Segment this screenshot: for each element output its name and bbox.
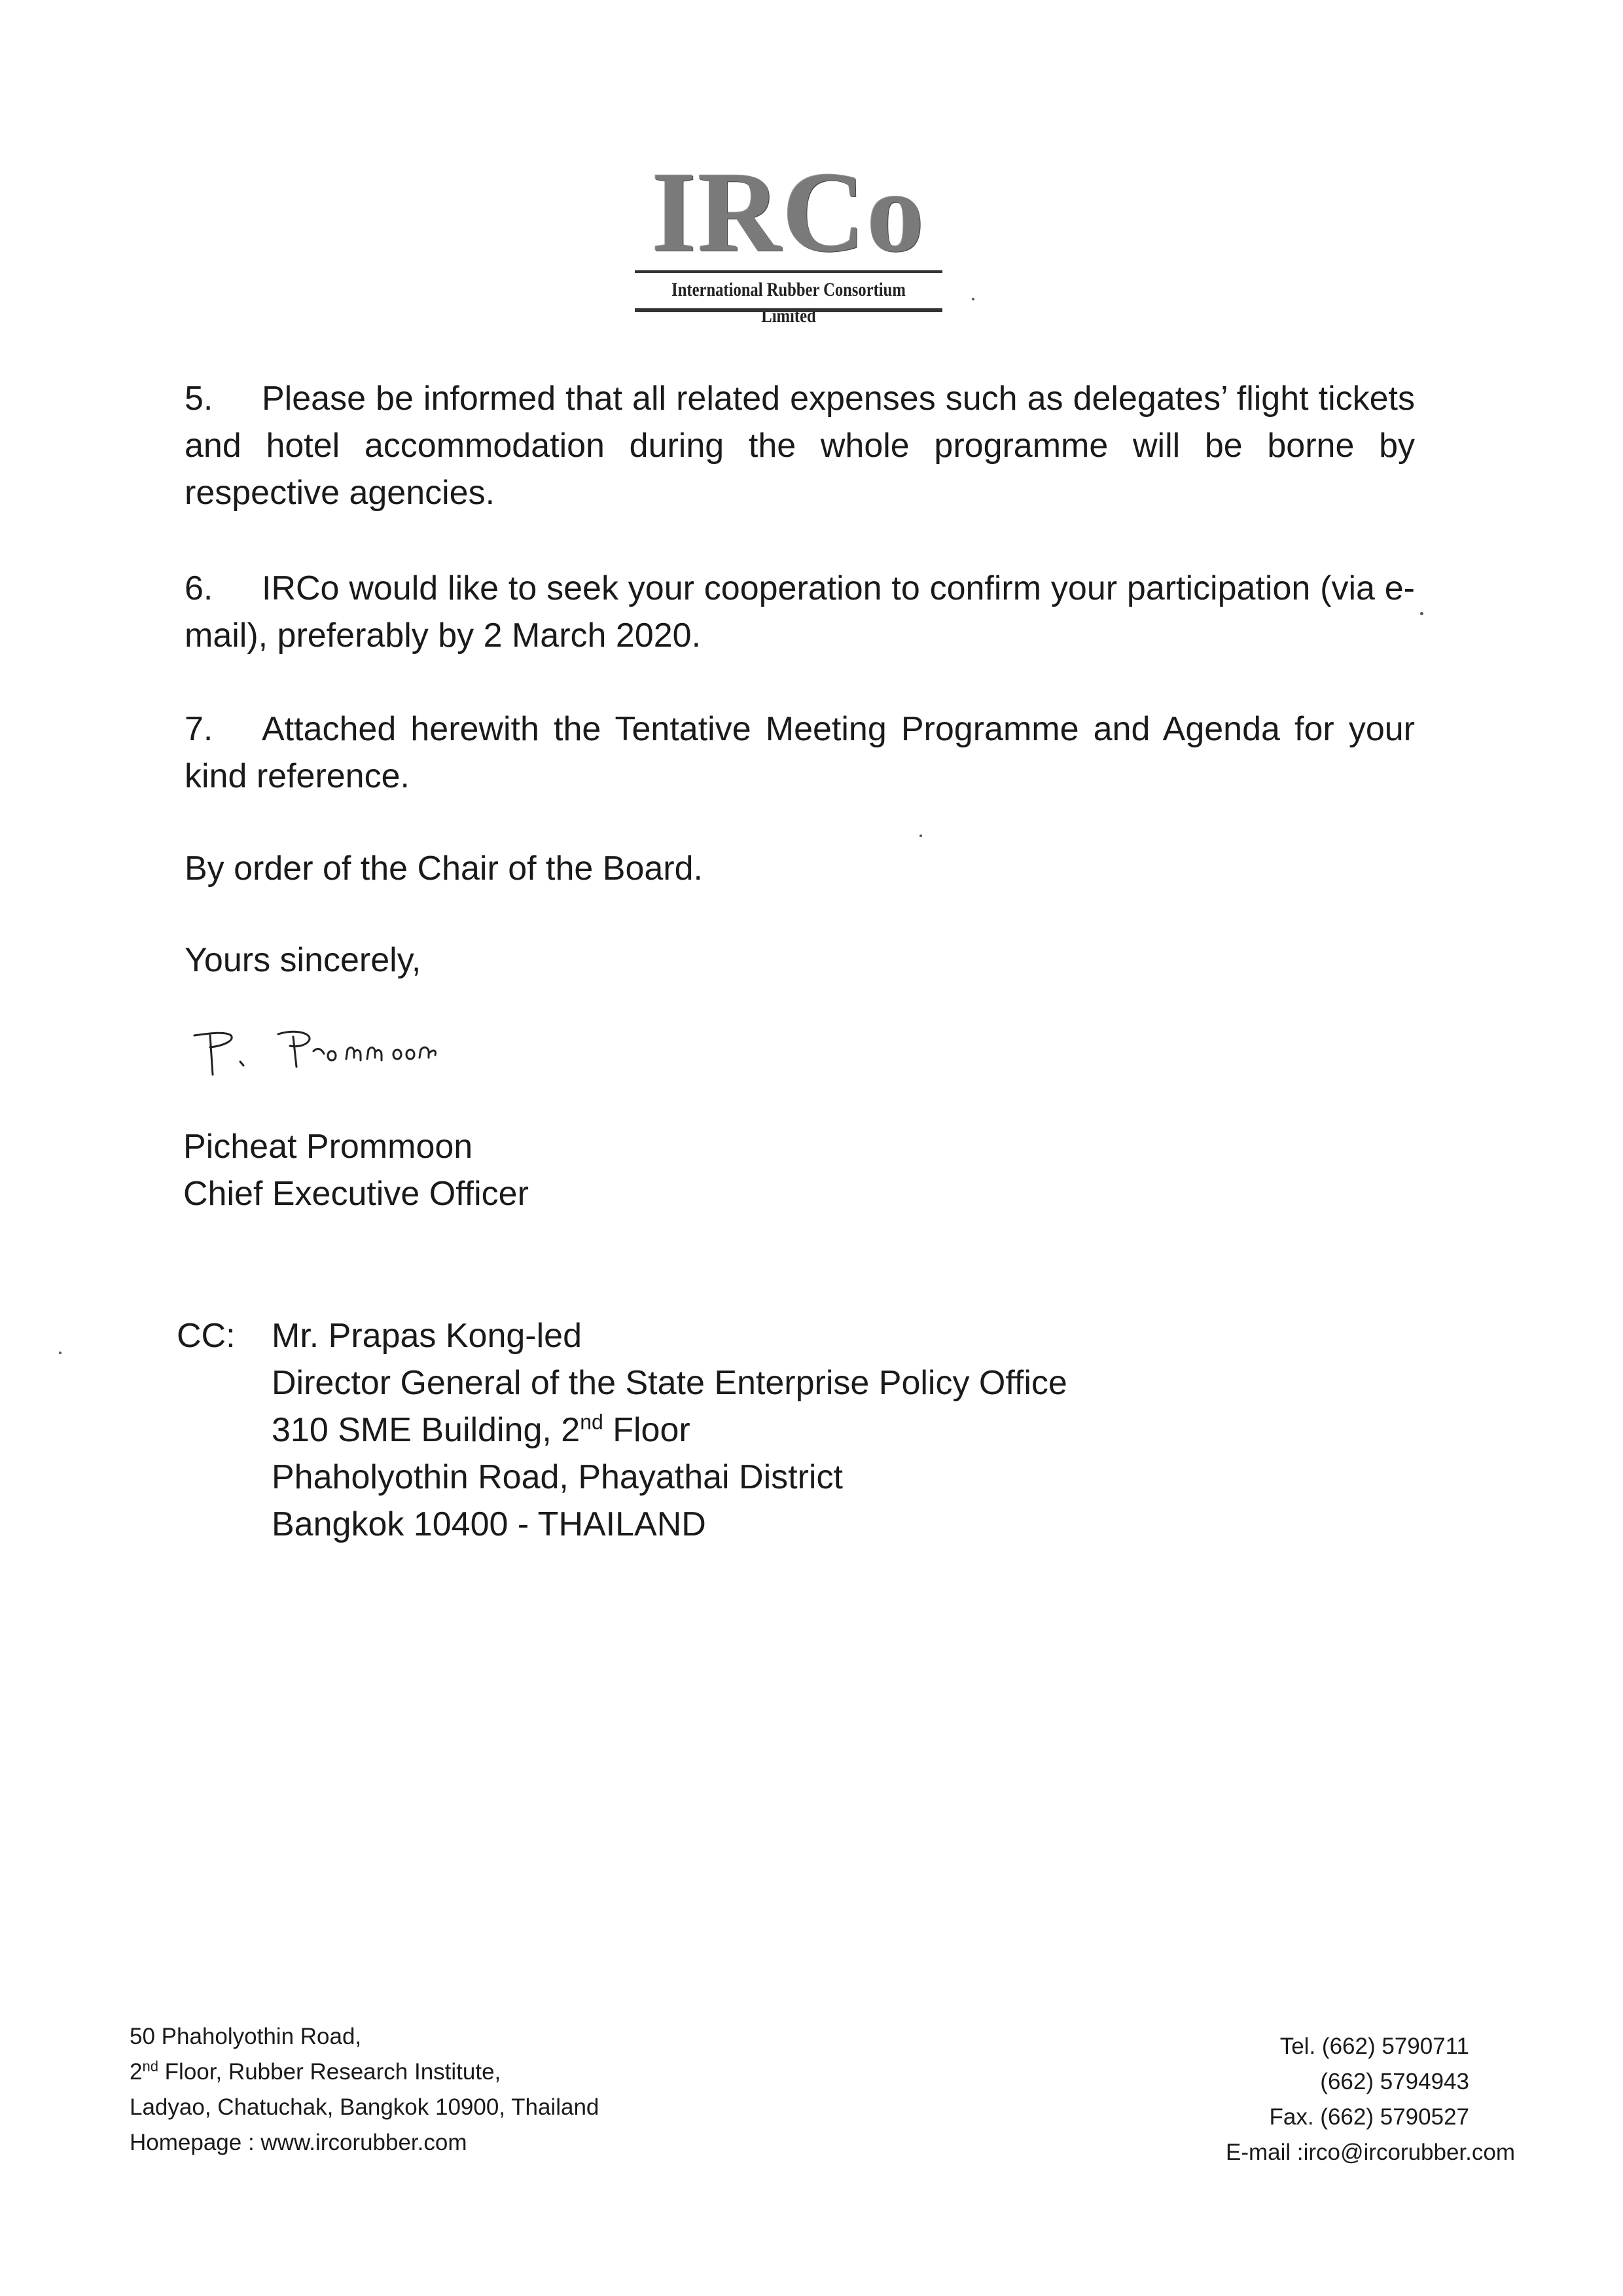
paragraph-5 (185, 375, 1415, 516)
cc-address-1-pre: 310 SME Building, 2 (272, 1411, 580, 1449)
footer-address (130, 2019, 599, 2161)
cc-address-1-post: Floor (603, 1411, 690, 1449)
signer-name: Picheat Prommoon (183, 1128, 473, 1166)
paragraph-text: IRCo would like to seek your cooperation to confirm your participation (via e-mail), preferably by 2 March 2020. (185, 569, 1415, 655)
cc-address-1-sup: nd (580, 1410, 603, 1434)
handwritten-signature (187, 1021, 514, 1093)
cc-recipient (272, 1312, 1067, 1548)
cc-name: Mr. Prapas Kong-led (272, 1317, 582, 1355)
footer-address-line-2 (130, 2054, 599, 2090)
logo-subtitle: International Rubber Consortium Limited (671, 279, 906, 327)
footer-address-2-sup: nd (142, 2058, 158, 2075)
closing-line: By order of the Chair of the Board. (185, 850, 703, 888)
cc-position: Director General of the State Enterprise Policy Office (272, 1364, 1067, 1402)
paragraph-7 (185, 706, 1415, 800)
irco-logo (635, 149, 942, 331)
scan-speck (59, 1352, 62, 1354)
footer-address-line-3: Ladyao, Chatuchak, Bangkok 10900, Thailand (130, 2094, 599, 2120)
scan-speck (972, 298, 974, 300)
cc-address-line-2: Phaholyothin Road, Phayathai District (272, 1458, 843, 1496)
scan-speck (919, 834, 922, 837)
cc-label: CC: (177, 1317, 236, 1355)
salutation: Yours sincerely, (185, 941, 421, 979)
footer-homepage: Homepage : www.ircorubber.com (130, 2130, 467, 2155)
footer-address-2-post: Floor, Rubber Research Institute, (158, 2059, 501, 2085)
footer-email: E-mail :irco@ircorubber.com (1225, 2140, 1515, 2165)
paragraph-number: 5. (185, 380, 213, 418)
paragraph-text: Please be informed that all related expenses such as delegates’ flight tickets and hotel accommodation during the whole programme will be borne by respective agencies. (185, 380, 1415, 512)
cc-address-line-3: Bangkok 10400 - THAILAND (272, 1505, 706, 1543)
logo-mark: IRCo (651, 149, 926, 276)
scan-speck (1420, 612, 1423, 615)
logo-rule-top (635, 270, 942, 273)
footer-address-line-1: 50 Phaholyothin Road, (130, 2024, 362, 2049)
cc-address-line-1 (272, 1407, 1067, 1454)
paragraph-number: 6. (185, 569, 213, 607)
footer-tel-2: (662) 5794943 (1320, 2069, 1469, 2094)
logo-rule-bottom (635, 308, 942, 312)
paragraph-number: 7. (185, 710, 213, 748)
footer-tel-1: Tel. (662) 5790711 (1279, 2034, 1469, 2059)
paragraph-6 (185, 565, 1415, 659)
paragraph-text: Attached herewith the Tentative Meeting Programme and Agenda for your kind reference. (185, 710, 1415, 795)
footer-address-2-pre: 2 (130, 2059, 143, 2085)
footer-fax: Fax. (662) 5790527 (1269, 2104, 1469, 2130)
signer-title: Chief Executive Officer (183, 1175, 529, 1213)
footer-contact (1225, 2029, 1515, 2170)
